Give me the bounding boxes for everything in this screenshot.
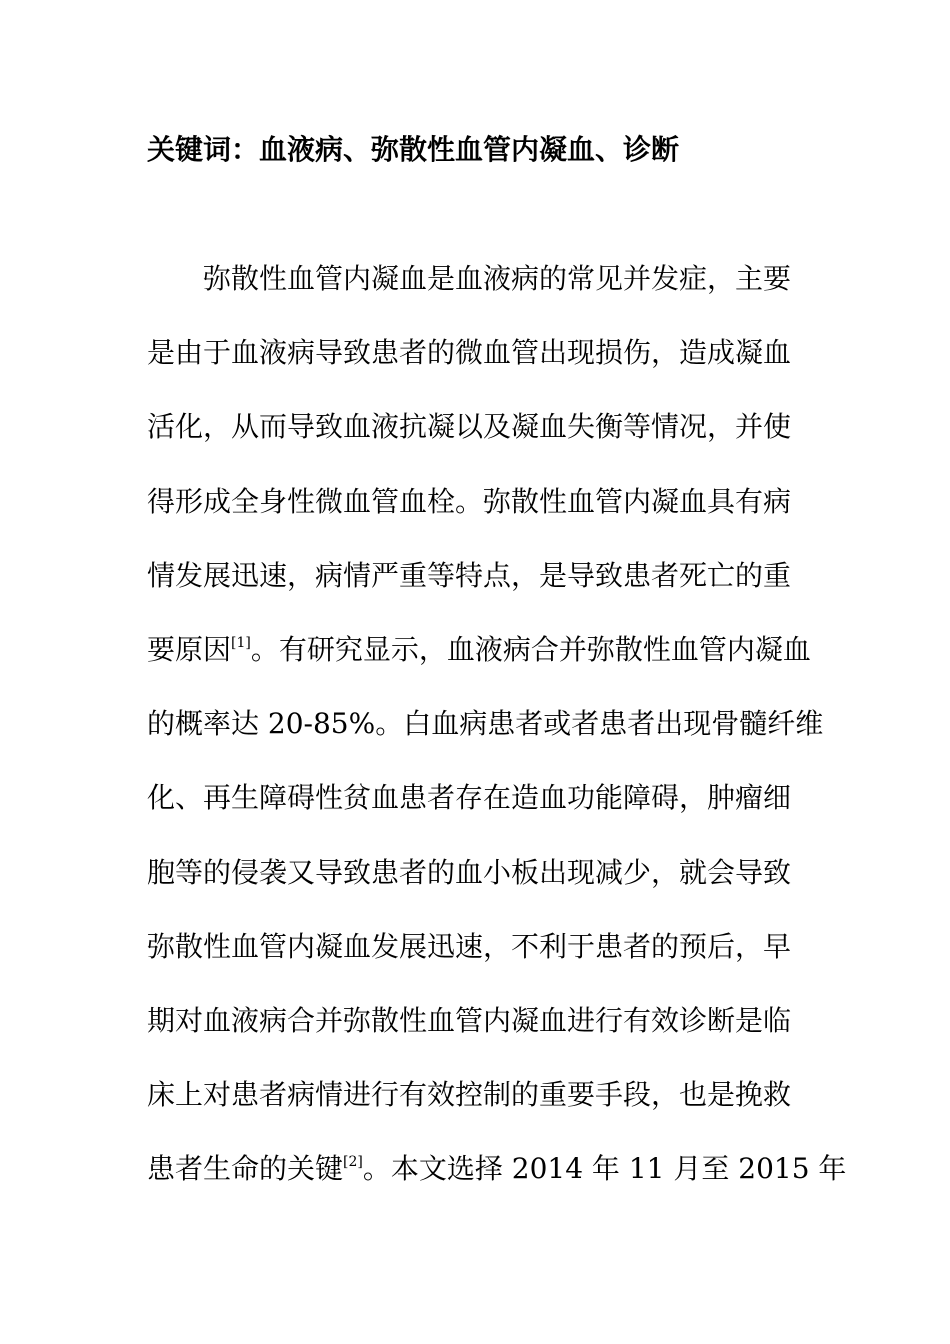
- paragraph-line: [147, 850, 807, 924]
- line-text: 化、再生障碍性贫血患者存在造血功能障碍，肿瘤细: [147, 781, 792, 815]
- line-text-segment: 要原因: [147, 632, 232, 666]
- line-text: 弥散性血管内凝血是血液病的常见并发症，主要: [203, 262, 792, 295]
- paragraph-line: [147, 330, 807, 404]
- paragraph-line: [147, 553, 807, 627]
- line-text-segment: 。本文选择 2014 年 11 月至 2015 年: [362, 1152, 847, 1186]
- body-paragraph: [147, 256, 847, 1220]
- line-text: 情发展迅速，病情严重等特点，是导致患者死亡的重: [147, 558, 792, 592]
- line-text: 期对血液病合并弥散性血管内凝血进行有效诊断是临: [147, 1003, 792, 1037]
- line-text: 胞等的侵袭又导致患者的血小板出现减少，就会导致: [147, 855, 792, 889]
- line-text: 是由于血液病导致患者的微血管出现损伤，造成凝血: [147, 336, 792, 370]
- line-text: 床上对患者病情进行有效控制的重要手段，也是挽救: [147, 1078, 792, 1112]
- paragraph-line: [147, 479, 807, 553]
- keywords-heading: 关键词：血液病、弥散性血管内凝血、诊断: [147, 133, 680, 166]
- citation-ref-2[interactable]: [2]: [343, 1154, 363, 1171]
- paragraph-line: [147, 1072, 807, 1146]
- line-text: [147, 1146, 846, 1220]
- paragraph-line: [147, 627, 811, 701]
- paragraph-line: [147, 1146, 847, 1220]
- line-text-segment: 。有研究显示，血液病合并弥散性血管内凝血: [250, 632, 811, 666]
- paragraph-line: [147, 404, 807, 478]
- citation-ref-1[interactable]: [1]: [231, 634, 251, 651]
- paragraph-line: [147, 924, 807, 998]
- paragraph-line: [147, 998, 807, 1072]
- line-text: 活化，从而导致血液抗凝以及凝血失衡等情况，并使: [147, 410, 792, 444]
- line-text: 弥散性血管内凝血发展迅速，不利于患者的预后，早: [147, 929, 792, 963]
- paragraph-line: [147, 701, 824, 775]
- line-text: 得形成全身性微血管血栓。弥散性血管内凝血具有病: [147, 484, 792, 518]
- line-text-segment: 患者生命的关键: [147, 1152, 344, 1186]
- line-text: 的概率达 20-85%。白血病患者或者患者出现骨髓纤维: [147, 707, 824, 741]
- paragraph-line: [147, 775, 807, 849]
- paragraph-line: [147, 256, 807, 330]
- line-text: [147, 627, 811, 701]
